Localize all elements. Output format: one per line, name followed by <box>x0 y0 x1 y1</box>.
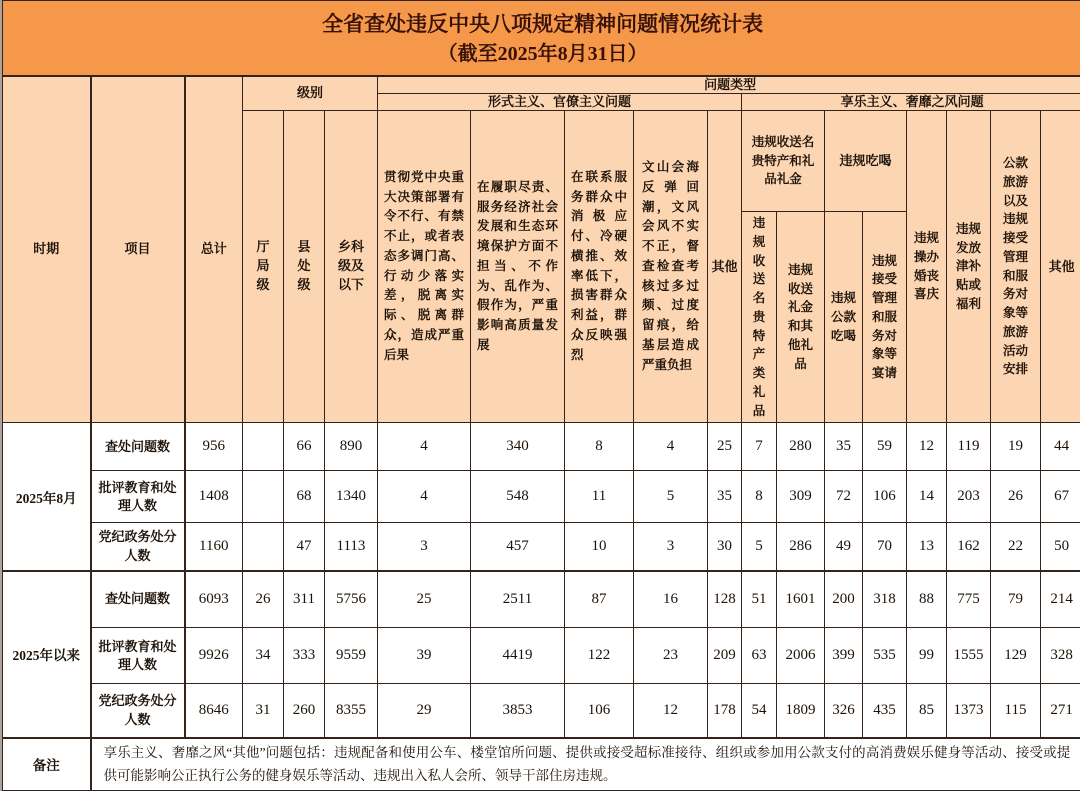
header-level-3: 乡科级及以下 <box>325 111 378 423</box>
header-formalism-col-1: 贯彻党中央重大决策部署有令不行、有禁不止，或者表态多调门高、行动少落实差，脱离实际、脱离群众，造成严重后果 <box>378 111 471 423</box>
title-line2: （截至2025年8月31日） <box>3 41 1080 67</box>
value-cell: 260 <box>284 684 325 738</box>
item-cell: 批评教育和处理人数 <box>91 628 185 684</box>
value-cell: 340 <box>471 423 565 471</box>
value-cell: 12 <box>634 684 708 738</box>
value-cell: 3 <box>634 523 708 571</box>
value-cell: 68 <box>284 471 325 523</box>
value-cell: 122 <box>565 628 634 684</box>
value-cell: 23 <box>634 628 708 684</box>
header-level-group: 级别 <box>243 76 378 111</box>
header-gift-group: 违规收送名贵特产和礼品礼金 <box>742 111 825 212</box>
value-cell: 6093 <box>185 571 243 628</box>
value-cell: 309 <box>777 471 825 523</box>
header-hedonism-other: 其他 <box>1041 111 1080 423</box>
value-cell: 19 <box>991 423 1041 471</box>
value-cell: 128 <box>708 571 742 628</box>
value-cell: 326 <box>825 684 863 738</box>
value-cell: 87 <box>565 571 634 628</box>
value-cell: 16 <box>634 571 708 628</box>
value-cell: 8355 <box>325 684 378 738</box>
value-cell: 5756 <box>325 571 378 628</box>
value-cell: 1340 <box>325 471 378 523</box>
value-cell: 7 <box>742 423 777 471</box>
value-cell: 1113 <box>325 523 378 571</box>
value-cell: 311 <box>284 571 325 628</box>
header-level-1: 厅局级 <box>243 111 284 423</box>
value-cell: 8 <box>565 423 634 471</box>
table-body <box>3 423 1080 738</box>
header-formalism-other: 其他 <box>708 111 742 423</box>
value-cell: 30 <box>708 523 742 571</box>
header-dining-group: 违规吃喝 <box>825 111 907 212</box>
table-row <box>3 471 1080 523</box>
value-cell: 99 <box>907 628 947 684</box>
value-cell: 31 <box>243 684 284 738</box>
value-cell: 2006 <box>777 628 825 684</box>
value-cell: 1160 <box>185 523 243 571</box>
value-cell: 59 <box>863 423 907 471</box>
header-hedonism-group: 享乐主义、奢靡之风问题 <box>742 93 1080 110</box>
value-cell <box>243 523 284 571</box>
value-cell: 8 <box>742 471 777 523</box>
value-cell: 280 <box>777 423 825 471</box>
value-cell: 1809 <box>777 684 825 738</box>
value-cell: 25 <box>378 571 471 628</box>
value-cell: 203 <box>947 471 991 523</box>
value-cell: 129 <box>991 628 1041 684</box>
value-cell: 26 <box>243 571 284 628</box>
value-cell: 4 <box>378 471 471 523</box>
value-cell: 4419 <box>471 628 565 684</box>
value-cell: 200 <box>825 571 863 628</box>
header-total: 总计 <box>185 76 243 423</box>
value-cell: 39 <box>378 628 471 684</box>
header-formalism-col-2: 在履职尽责、服务经济社会发展和生态环境保护方面不担当、不作为、乱作为、假作为，严重影响高质量发展 <box>471 111 565 423</box>
item-cell: 党纪政务处分人数 <box>91 523 185 571</box>
header-formalism-group: 形式主义、官僚主义问题 <box>378 93 742 110</box>
item-cell: 党纪政务处分人数 <box>91 684 185 738</box>
value-cell: 333 <box>284 628 325 684</box>
value-cell: 106 <box>565 684 634 738</box>
value-cell: 44 <box>1041 423 1080 471</box>
header-item: 项目 <box>91 76 185 423</box>
header-wedding-funeral-col: 违规操办婚丧喜庆 <box>907 111 947 423</box>
table-row <box>3 523 1080 571</box>
value-cell: 51 <box>742 571 777 628</box>
value-cell: 1408 <box>185 471 243 523</box>
value-cell: 49 <box>825 523 863 571</box>
value-cell: 26 <box>991 471 1041 523</box>
header-dining-col-1: 违规公款吃喝 <box>825 212 863 423</box>
value-cell: 548 <box>471 471 565 523</box>
value-cell: 5 <box>742 523 777 571</box>
table-row <box>3 571 1080 628</box>
note-row <box>3 738 1080 791</box>
value-cell: 890 <box>325 423 378 471</box>
value-cell: 119 <box>947 423 991 471</box>
value-cell: 5 <box>634 471 708 523</box>
value-cell: 318 <box>863 571 907 628</box>
header-gift-col-2: 违规收送礼金和其他礼品 <box>777 212 825 423</box>
value-cell: 178 <box>708 684 742 738</box>
value-cell: 72 <box>825 471 863 523</box>
value-cell: 88 <box>907 571 947 628</box>
header-formalism-col-3: 在联系服务群众中消极应付、冷硬横推、效率低下，损害群众利益，群众反映强烈 <box>565 111 634 423</box>
value-cell: 1373 <box>947 684 991 738</box>
value-cell: 25 <box>708 423 742 471</box>
value-cell: 435 <box>863 684 907 738</box>
value-cell: 2511 <box>471 571 565 628</box>
table-row <box>3 628 1080 684</box>
value-cell: 66 <box>284 423 325 471</box>
value-cell: 35 <box>825 423 863 471</box>
value-cell: 106 <box>863 471 907 523</box>
period-cell: 2025年以来 <box>3 571 91 738</box>
value-cell: 115 <box>991 684 1041 738</box>
header-level-2: 县处级 <box>284 111 325 423</box>
value-cell: 4 <box>634 423 708 471</box>
value-cell: 214 <box>1041 571 1080 628</box>
item-cell: 查处问题数 <box>91 571 185 628</box>
value-cell: 535 <box>863 628 907 684</box>
value-cell: 271 <box>1041 684 1080 738</box>
value-cell: 457 <box>471 523 565 571</box>
value-cell: 956 <box>185 423 243 471</box>
value-cell <box>243 423 284 471</box>
value-cell: 3 <box>378 523 471 571</box>
value-cell: 29 <box>378 684 471 738</box>
statistics-table <box>2 0 1080 791</box>
value-cell: 85 <box>907 684 947 738</box>
value-cell: 67 <box>1041 471 1080 523</box>
value-cell: 12 <box>907 423 947 471</box>
table-row <box>3 684 1080 738</box>
value-cell: 34 <box>243 628 284 684</box>
title-row <box>3 1 1080 76</box>
value-cell: 11 <box>565 471 634 523</box>
header-period: 时期 <box>3 76 91 423</box>
value-cell: 14 <box>907 471 947 523</box>
item-cell: 查处问题数 <box>91 423 185 471</box>
value-cell: 22 <box>991 523 1041 571</box>
value-cell: 9926 <box>185 628 243 684</box>
note-label: 备注 <box>3 738 91 791</box>
value-cell: 162 <box>947 523 991 571</box>
header-dining-col-2: 违规接受管理和服务对象等宴请 <box>863 212 907 423</box>
value-cell: 63 <box>742 628 777 684</box>
value-cell: 47 <box>284 523 325 571</box>
value-cell: 10 <box>565 523 634 571</box>
value-cell: 9559 <box>325 628 378 684</box>
value-cell: 1601 <box>777 571 825 628</box>
item-cell: 批评教育和处理人数 <box>91 471 185 523</box>
value-cell: 70 <box>863 523 907 571</box>
header-formalism-col-4: 文山会海反弹回潮，文风会风不实不正，督查检查考核过多过频、过度留痕，给基层造成严重负担 <box>634 111 708 423</box>
value-cell: 79 <box>991 571 1041 628</box>
header-gift-col-1: 违规收送名贵特产类礼品 <box>742 212 777 423</box>
period-cell: 2025年8月 <box>3 423 91 571</box>
value-cell: 1555 <box>947 628 991 684</box>
value-cell: 399 <box>825 628 863 684</box>
value-cell: 775 <box>947 571 991 628</box>
header-allowance-col: 违规发放津补贴或福利 <box>947 111 991 423</box>
value-cell: 209 <box>708 628 742 684</box>
value-cell: 4 <box>378 423 471 471</box>
value-cell: 8646 <box>185 684 243 738</box>
value-cell <box>243 471 284 523</box>
value-cell: 13 <box>907 523 947 571</box>
value-cell: 328 <box>1041 628 1080 684</box>
value-cell: 50 <box>1041 523 1080 571</box>
note-text: 享乐主义、奢靡之风“其他”问题包括：违规配备和使用公车、楼堂馆所问题、提供或接受超标准接待、组织或参加用公款支付的高消费娱乐健身等活动、接受或提供可能影响公正执行公务的健身娱乐等活动、违规出入私人会所、领导干部住房违规。 <box>91 738 1080 791</box>
value-cell: 54 <box>742 684 777 738</box>
title-line1: 全省查处违反中央八项规定精神问题情况统计表 <box>3 8 1080 41</box>
header-row-1 <box>3 76 1080 94</box>
value-cell: 286 <box>777 523 825 571</box>
value-cell: 3853 <box>471 684 565 738</box>
value-cell: 35 <box>708 471 742 523</box>
header-travel-col: 公款旅游以及违规接受管理和服务对象等旅游活动安排 <box>991 111 1041 423</box>
table-title <box>3 1 1080 76</box>
header-problem-type-group: 问题类型 <box>378 76 1080 94</box>
table-row <box>3 423 1080 471</box>
